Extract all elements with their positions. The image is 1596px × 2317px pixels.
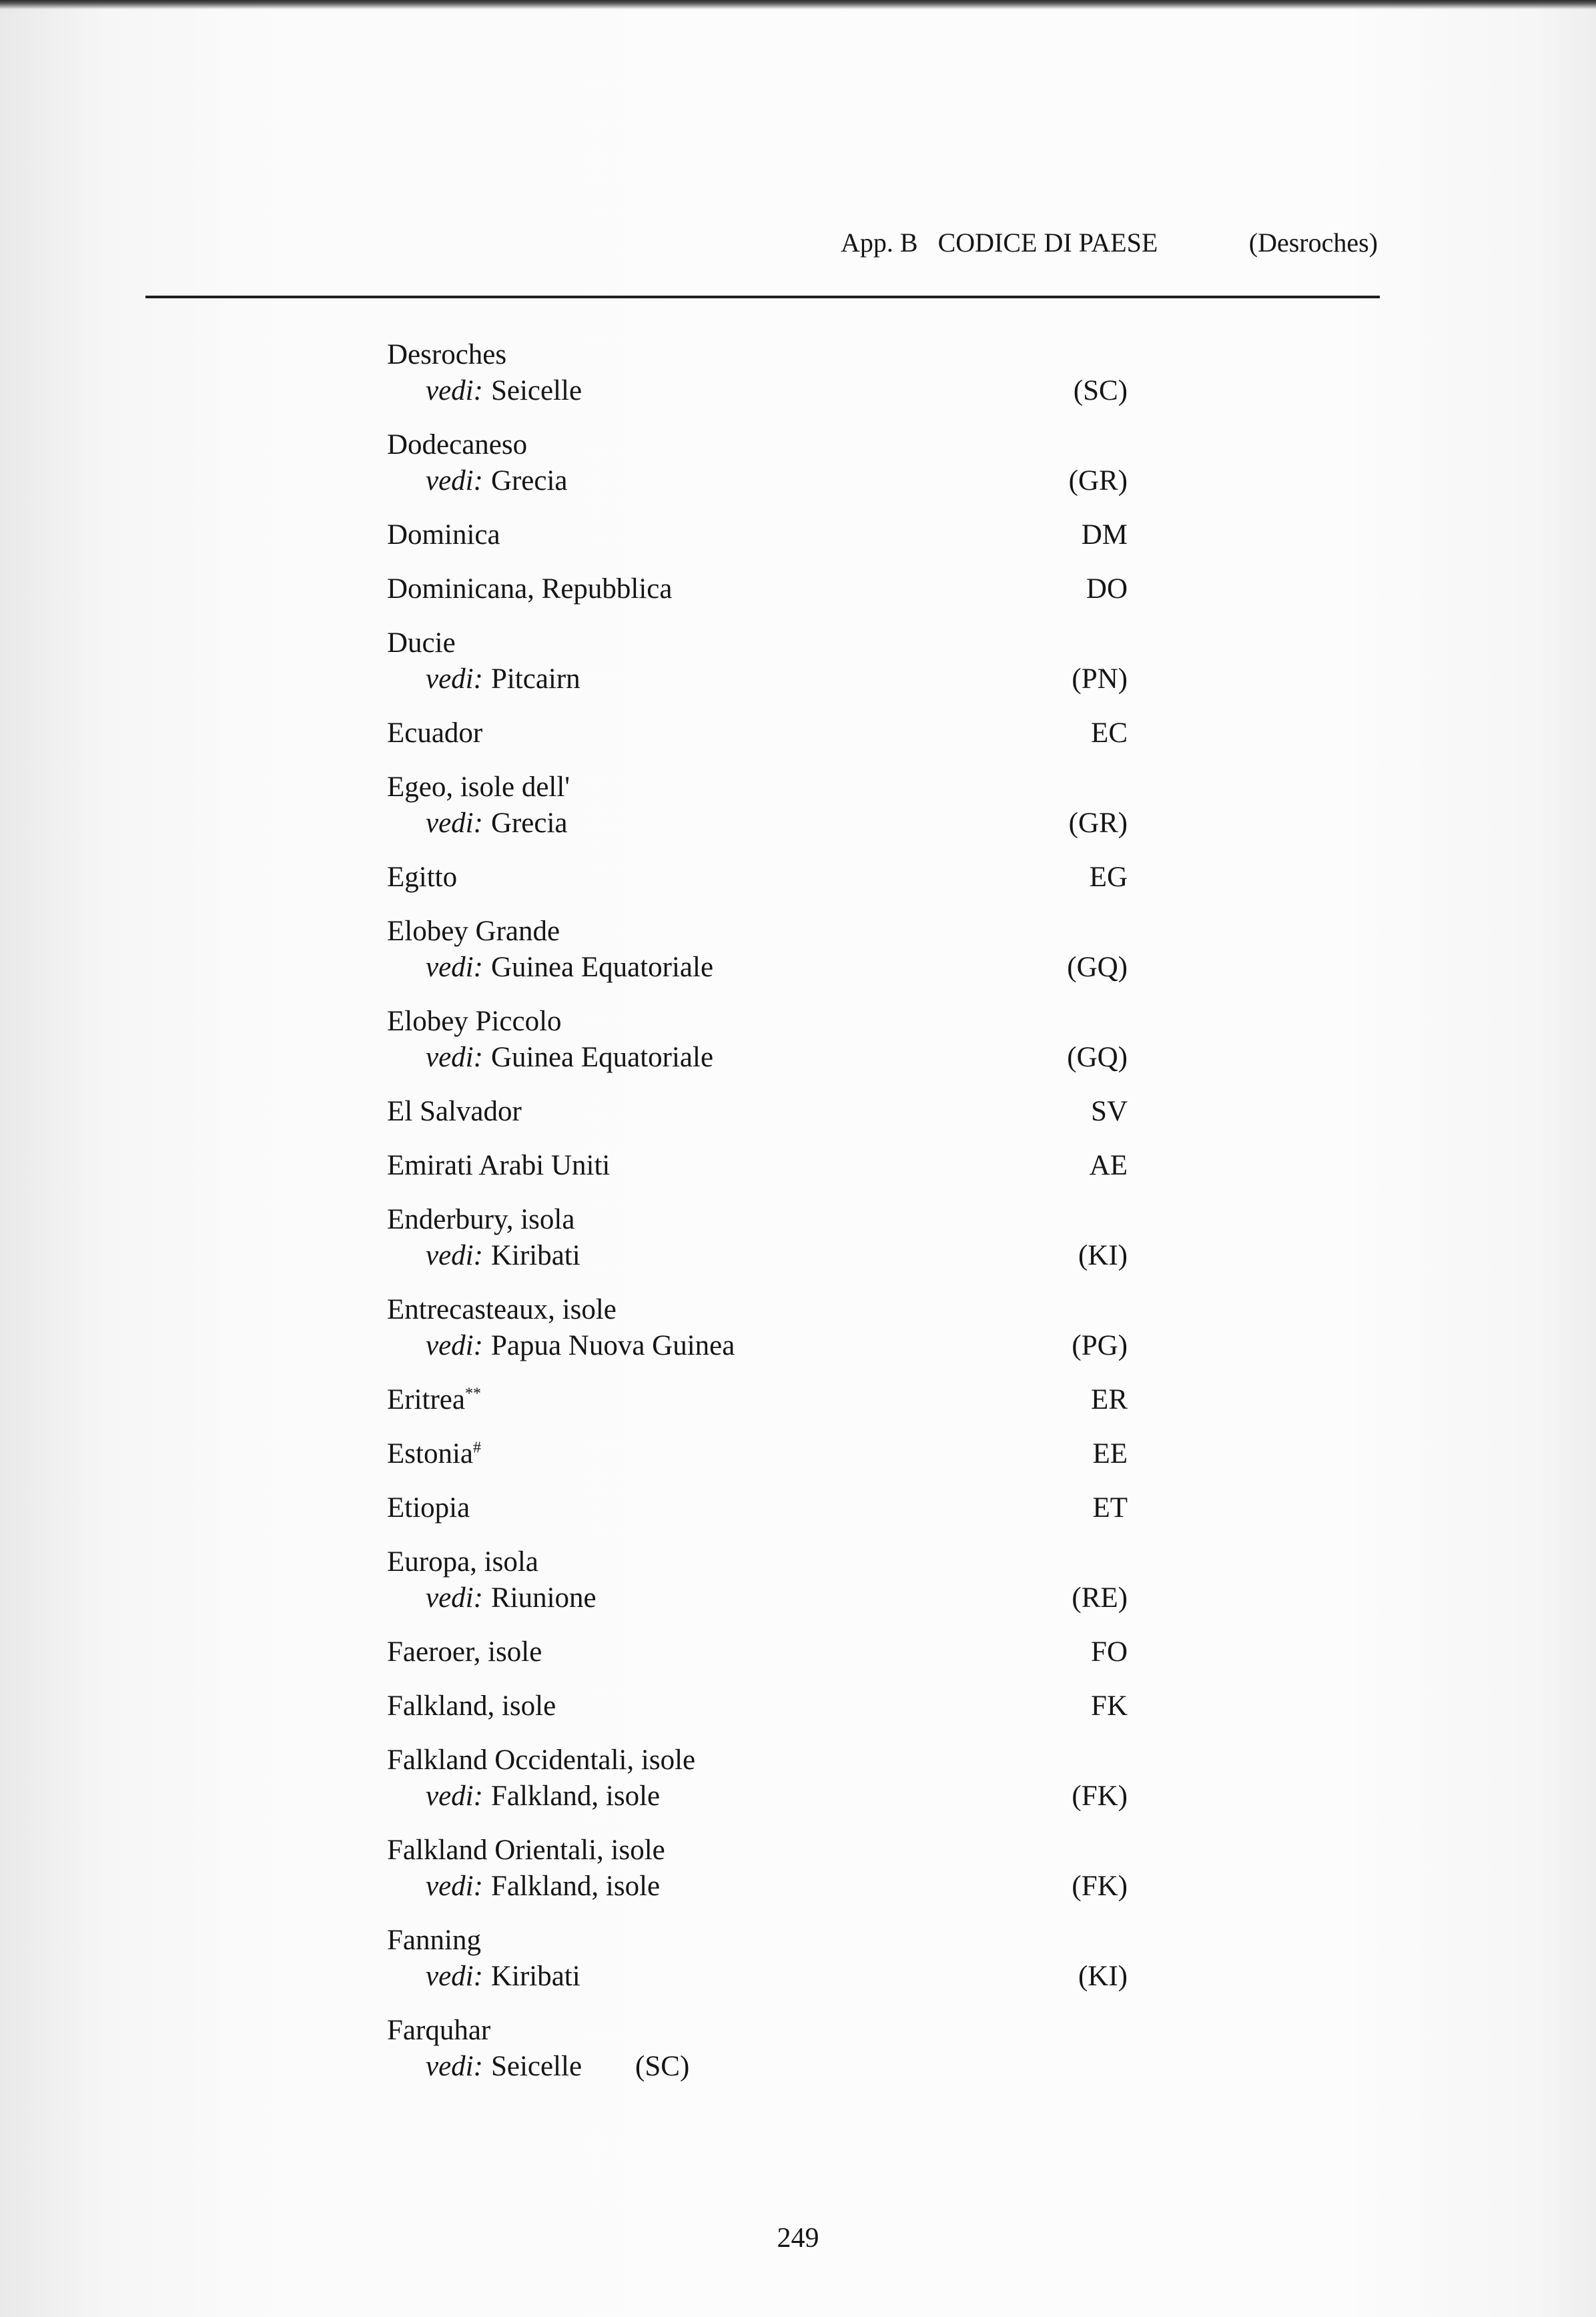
list-item (387, 1923, 1134, 1995)
entry-name: Entrecasteaux, isole (387, 1294, 617, 1325)
entry-name: Ducie (387, 627, 456, 659)
entry-heading-row (387, 337, 1134, 373)
list-item (387, 769, 1134, 842)
entry-name: Elobey Grande (387, 916, 560, 947)
entry-heading-row (387, 571, 1134, 607)
vedi-label: vedi: (426, 807, 483, 839)
cross-reference-target: Seicelle (490, 375, 582, 406)
country-code: (PN) (1072, 663, 1128, 695)
entry-heading-row (387, 1833, 1134, 1869)
list-item (387, 1382, 1134, 1418)
cross-reference-target: Seicelle (490, 2051, 582, 2082)
entry-name: Europa, isola (387, 1546, 538, 1578)
entry-heading-row (387, 517, 1134, 553)
list-item (387, 1833, 1134, 1905)
entry-name: El Salvador (387, 1096, 522, 1127)
list-item (387, 625, 1134, 697)
entry-heading-row (387, 769, 1134, 805)
entry-heading-row (387, 1742, 1134, 1778)
country-code: ET (1092, 1492, 1128, 1524)
vedi-label: vedi: (426, 1240, 483, 1271)
cross-reference-target: Falkland, isole (490, 1780, 661, 1812)
entry-name: Dodecaneso (387, 429, 528, 460)
cross-reference-row (387, 950, 1134, 986)
entry-heading-row (387, 1382, 1134, 1418)
country-code-list (387, 337, 1134, 2103)
list-item (387, 1148, 1134, 1184)
list-item (387, 337, 1134, 409)
entry-heading-row (387, 715, 1134, 751)
country-code: AE (1089, 1150, 1128, 1181)
entry-name: Etiopia (387, 1492, 470, 1524)
vedi-label: vedi: (426, 663, 483, 695)
list-item (387, 715, 1134, 751)
entry-heading-row (387, 1148, 1134, 1184)
cross-reference-target: Guinea Equatoriale (490, 1042, 714, 1073)
entry-heading-row (387, 914, 1134, 950)
entry-name: Dominicana, Repubblica (387, 573, 673, 605)
entry-name: Falkland Orientali, isole (387, 1835, 665, 1866)
cross-reference-row (387, 463, 1134, 499)
list-item (387, 860, 1134, 896)
entry-heading-row (387, 860, 1134, 896)
list-item (387, 1004, 1134, 1076)
country-code: (KI) (1078, 1240, 1128, 1271)
country-code: ER (1091, 1384, 1128, 1415)
entry-heading-row (387, 1544, 1134, 1580)
entry-heading-row (387, 625, 1134, 661)
cross-reference-target: Falkland, isole (490, 1871, 661, 1902)
cross-reference-target: Papua Nuova Guinea (490, 1330, 735, 1361)
entry-heading-row (387, 1688, 1134, 1724)
vedi-label: vedi: (426, 1871, 483, 1902)
cross-reference-target: Pitcairn (490, 663, 580, 695)
cross-reference-row (387, 1238, 1134, 1274)
list-item (387, 1688, 1134, 1724)
footnote-mark: # (472, 1439, 481, 1457)
list-item (387, 1544, 1134, 1616)
cross-reference-target: Grecia (490, 465, 568, 496)
vedi-label: vedi: (426, 1961, 483, 1992)
country-code: EC (1091, 717, 1128, 749)
cross-reference-row (387, 2049, 1134, 2085)
country-code: (FK) (1072, 1871, 1128, 1902)
country-code: (FK) (1072, 1780, 1128, 1812)
entry-name: Eritrea (387, 1384, 465, 1415)
running-head-entry: (Desroches) (1248, 228, 1378, 258)
entry-heading-row (387, 1490, 1134, 1526)
country-code: DM (1081, 519, 1128, 551)
entry-heading-row (387, 427, 1134, 463)
list-item (387, 517, 1134, 553)
country-code: (GQ) (1067, 1042, 1128, 1073)
list-item (387, 1742, 1134, 1814)
cross-reference-target: Kiribati (490, 1961, 580, 1992)
country-code: SV (1091, 1096, 1128, 1127)
country-code: EE (1092, 1438, 1128, 1469)
country-code: (KI) (1078, 1961, 1128, 1992)
entry-name: Falkland Occidentali, isole (387, 1744, 696, 1776)
list-item (387, 2013, 1134, 2085)
page-top-edge-shadow (0, 0, 1596, 9)
entry-heading-row (387, 1292, 1134, 1328)
list-item (387, 571, 1134, 607)
vedi-label: vedi: (426, 952, 483, 983)
entry-name: Ecuador (387, 717, 483, 749)
cross-reference-target: Guinea Equatoriale (490, 952, 714, 983)
list-item (387, 1490, 1134, 1526)
list-item (387, 1292, 1134, 1364)
country-code: FO (1091, 1636, 1128, 1668)
list-item (387, 1436, 1134, 1472)
cross-reference-row (387, 1328, 1134, 1364)
country-code: (SC) (1073, 375, 1128, 406)
running-header (841, 227, 1378, 267)
country-code: (PG) (1072, 1330, 1128, 1361)
cross-reference-row (387, 1040, 1134, 1076)
vedi-label: vedi: (426, 375, 483, 406)
entry-heading-row (387, 1094, 1134, 1130)
list-item (387, 1202, 1134, 1274)
entry-name: Emirati Arabi Uniti (387, 1150, 611, 1181)
cross-reference-row (387, 661, 1134, 697)
country-code: EG (1089, 862, 1128, 893)
cross-reference-target: Kiribati (490, 1240, 580, 1271)
entry-name: Faeroer, isole (387, 1636, 542, 1668)
entry-heading-row (387, 1202, 1134, 1238)
entry-heading-row (387, 1004, 1134, 1040)
entry-name: Egitto (387, 862, 458, 893)
header-rule (145, 296, 1380, 298)
page-number: 249 (777, 2223, 819, 2254)
entry-name: Desroches (387, 339, 507, 370)
cross-reference-row (387, 373, 1134, 409)
entry-name: Estonia (387, 1438, 473, 1469)
vedi-label: vedi: (426, 1582, 483, 1614)
appendix-label: App. B (841, 228, 918, 258)
country-code: FK (1091, 1690, 1128, 1722)
cross-reference-row (387, 805, 1134, 842)
cross-reference-target: Grecia (490, 807, 568, 839)
country-code: (GR) (1068, 465, 1128, 496)
entry-name: Egeo, isole dell' (387, 771, 570, 803)
cross-reference-row (387, 1869, 1134, 1905)
vedi-label: vedi: (426, 1330, 483, 1361)
footnote-mark: ** (464, 1385, 481, 1403)
list-item (387, 1634, 1134, 1670)
entry-name: Farquhar (387, 2015, 491, 2046)
cross-reference-row (387, 1580, 1134, 1616)
entry-name: Falkland, isole (387, 1690, 556, 1722)
section-title: CODICE DI PAESE (937, 228, 1158, 258)
vedi-label: vedi: (426, 1780, 483, 1812)
country-code: DO (1086, 573, 1128, 605)
entry-heading-row (387, 1923, 1134, 1959)
cross-reference-row (387, 1778, 1134, 1814)
entry-heading-row (387, 2013, 1134, 2049)
vedi-label: vedi: (426, 2051, 483, 2082)
list-item (387, 427, 1134, 499)
vedi-label: vedi: (426, 465, 483, 496)
cross-reference-row (387, 1959, 1134, 1995)
entry-name: Fanning (387, 1925, 481, 1956)
list-item (387, 1094, 1134, 1130)
entry-name: Enderbury, isola (387, 1204, 575, 1235)
entry-name: Elobey Piccolo (387, 1006, 562, 1037)
entry-heading-row (387, 1436, 1134, 1472)
country-code: (RE) (1072, 1582, 1128, 1614)
list-item (387, 914, 1134, 986)
entry-heading-row (387, 1634, 1134, 1670)
country-code: (SC) (635, 2051, 690, 2082)
country-code: (GQ) (1067, 952, 1128, 983)
vedi-label: vedi: (426, 1042, 483, 1073)
cross-reference-target: Riunione (490, 1582, 596, 1614)
country-code: (GR) (1068, 807, 1128, 839)
entry-name: Dominica (387, 519, 500, 551)
